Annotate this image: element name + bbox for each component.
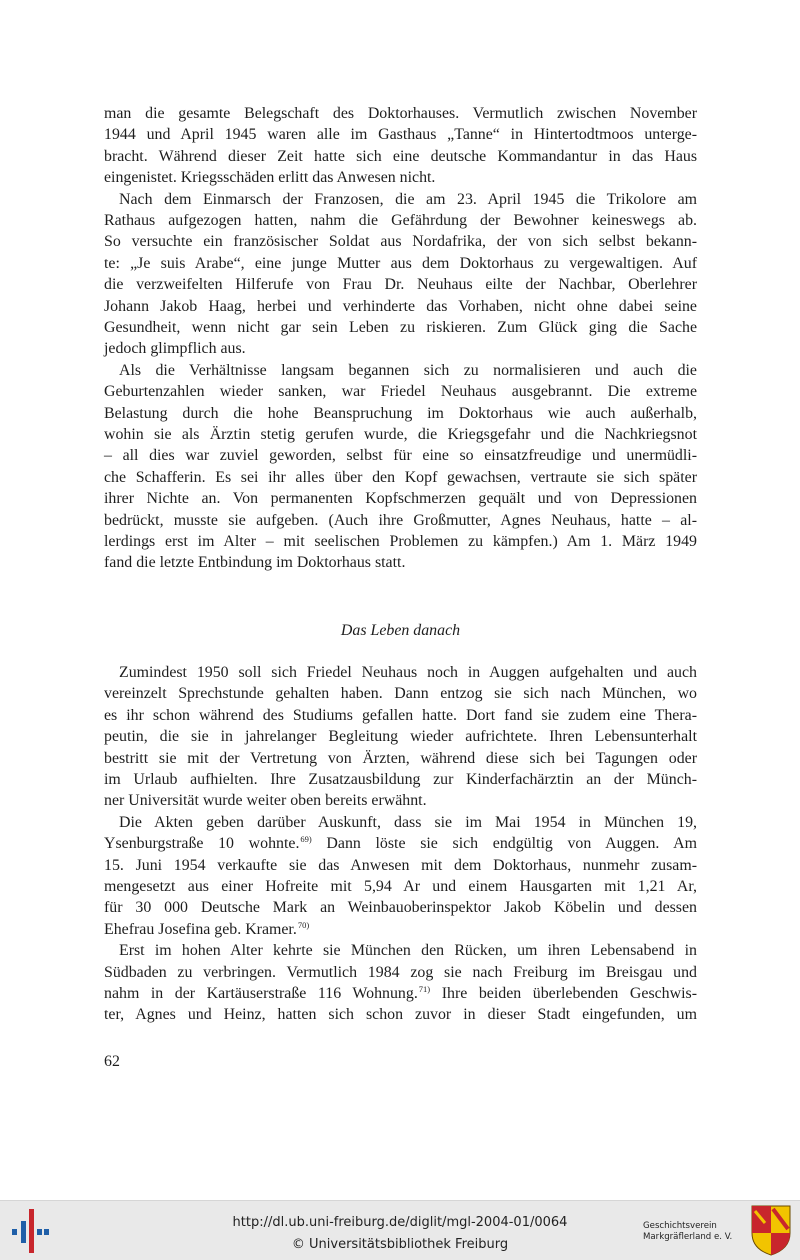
page-number: 62 xyxy=(104,1053,120,1070)
text-line: bedrückt, musste sie aufgeben. (Auch ihre Großmutter, Agnes Neuhaus, hatte – al- xyxy=(104,511,697,529)
text-line: So versuchte ein französischer Soldat aus Nordafrika, der von sich selbst bekann- xyxy=(104,233,697,251)
text-line xyxy=(104,919,697,940)
copyright-text: © Universitätsbibliothek Freiburg xyxy=(291,1237,509,1252)
text-line: Johann Jakob Haag, herbei und verhinderte das Vorhaben, nicht ohne dabei seine xyxy=(104,297,697,315)
text-line: eingenistet. Kriegsschäden erlitt das Anwesen nicht. xyxy=(104,169,436,187)
society-name-line: Geschichtsverein xyxy=(643,1221,717,1231)
text-line: Als die Verhältnisse langsam begannen sich zu normalisieren und auch die xyxy=(119,361,697,379)
text-segment: Ehefrau Josefina geb. Kramer. xyxy=(104,920,297,938)
text-line: – all dies war zuviel geworden, selbst für eine so einsatzfreudige und unermüdli- xyxy=(104,447,697,465)
paragraph-1 xyxy=(104,103,697,189)
text-line: Geburtenzahlen wieder sanken, war Friedel Neuhaus ausgebrannt. Die extreme xyxy=(104,383,697,401)
text-line: Erst im hohen Alter kehrte sie München den Rücken, um ihren Lebensabend in xyxy=(119,942,697,960)
society-name xyxy=(643,1221,732,1243)
text-line: Nach dem Einmarsch der Franzosen, die am 23. April 1945 die Trikolore am xyxy=(119,190,697,208)
text-line: ihrer Nichte an. Von permanenten Kopfschmerzen gequält und von Depressionen xyxy=(104,490,697,508)
text-line: lerdings erst im Alter – mit seelischen Problemen zu kämpfen.) Am 1. März 1949 xyxy=(104,532,697,550)
paragraph-6 xyxy=(104,940,697,1026)
text-line: jedoch glimpflich aus. xyxy=(104,340,246,358)
text-segment: Ihre beiden überlebenden Geschwis- xyxy=(430,984,697,1002)
footer-bar xyxy=(0,1200,800,1260)
footnote-ref-69: 69) xyxy=(300,834,312,845)
text-line: Zumindest 1950 soll sich Friedel Neuhaus noch in Auggen aufgehalten und auch xyxy=(119,664,697,681)
text-segment: Dann löste sie sich endgültig von Auggen. Am xyxy=(311,835,698,853)
paragraph-2 xyxy=(104,189,697,360)
text-line: peutin, die sie in jahrelanger Begleitung wieder aufrichtete. Ihren Lebensunterhalt xyxy=(104,728,697,746)
text-line: ter, Agnes und Heinz, hatten sich schon zuvor in dieser Stadt eingefunden, um xyxy=(104,1006,697,1024)
paragraph-5 xyxy=(104,812,697,940)
text-line: che Schafferin. Es sei ihr alles über den Kopf gewachsen, vertraute sie sich später xyxy=(104,468,697,486)
footnote-ref-71: 71) xyxy=(418,983,431,994)
text-line: vereinzelt Sprechstunde gehalten haben. Dann entzog sie sich nach München, wo xyxy=(104,685,697,703)
text-line xyxy=(104,983,697,1004)
text-line: es ihr schon während des Studiums gefallen hatte. Dort fand sie zudem eine Thera- xyxy=(104,706,697,724)
document-url-link[interactable]: http://dl.ub.uni-freiburg.de/diglit/mgl-2004-01/0064 xyxy=(232,1215,568,1230)
coat-of-arms-icon[interactable] xyxy=(751,1205,791,1256)
text-line: 1944 und April 1945 waren alle im Gasthaus „Tanne“ in Hintertodtmoos unterge- xyxy=(104,126,697,144)
paragraph-4 xyxy=(104,662,697,812)
text-line: für 30 000 Deutsche Mark an Weinbauoberinspektor Jakob Köbelin und dessen xyxy=(104,899,697,917)
footnote-ref-70: 70) xyxy=(297,919,310,930)
text-line: Rathaus aufgezogen hatten, nahm die Gefährdung der Bewohner keineswegs ab. xyxy=(104,211,697,229)
text-segment: Ysenburgstraße 10 wohnte. xyxy=(104,835,300,853)
text-line: bestritt sie mit der Vertretung von Ärzten, während diese sich bei Tagungen oder xyxy=(104,749,697,767)
text-line: te: „Je suis Arabe“, eine junge Mutter aus dem Doktorhaus zu vergewaltigen. Auf xyxy=(104,254,697,272)
text-line xyxy=(104,833,697,854)
text-line: Die Akten geben darüber Auskunft, dass sie im Mai 1954 in München 19, xyxy=(119,813,697,831)
text-line: Gesundheit, wenn nicht gar sein Leben zu riskieren. Zum Glück ging die Sache xyxy=(104,318,697,336)
text-line: Südbaden zu verbringen. Vermutlich 1984 zog sie nach Freiburg im Breisgau und xyxy=(104,963,697,981)
text-line: 15. Juni 1954 verkaufte sie das Anwesen mit dem Doktorhaus, nunmehr zusam- xyxy=(104,856,697,874)
text-line: man die gesamte Belegschaft des Doktorhauses. Vermutlich zwischen November xyxy=(104,105,697,122)
paragraph-3 xyxy=(104,360,697,574)
section-heading: Das Leben danach xyxy=(340,622,461,639)
text-line: Belastung durch die hohe Beanspruchung im Doktorhaus wie auch außerhalb, xyxy=(104,404,697,422)
text-line: die verzweifelten Hilferufe von Frau Dr. Neuhaus eilte der Nachbar, Oberlehrer xyxy=(104,276,697,294)
text-line: im Urlaub aufhielten. Ihre Zusatzausbildung zur Kinderfachärztin an der Münch- xyxy=(104,770,697,788)
text-line: ner Universität wurde weiter oben bereits erwähnt. xyxy=(104,792,427,810)
text-line: wohin sie als Ärztin stetig gerufen wurde, die Kriegsgefahr und die Nachkriegsnot xyxy=(104,425,697,443)
text-line: mengesetzt aus einer Hofreite mit 5,94 Ar und einem Hausgarten mit 1,21 Ar, xyxy=(104,877,697,895)
text-line: bracht. Während dieser Zeit hatte sich eine deutsche Kommandantur in das Haus xyxy=(104,147,697,165)
society-name-line: Markgräflerland e. V. xyxy=(643,1232,733,1242)
text-segment: nahm in der Kartäuserstraße 116 Wohnung. xyxy=(104,984,418,1002)
text-line: fand die letzte Entbindung im Doktorhaus statt. xyxy=(104,554,406,572)
